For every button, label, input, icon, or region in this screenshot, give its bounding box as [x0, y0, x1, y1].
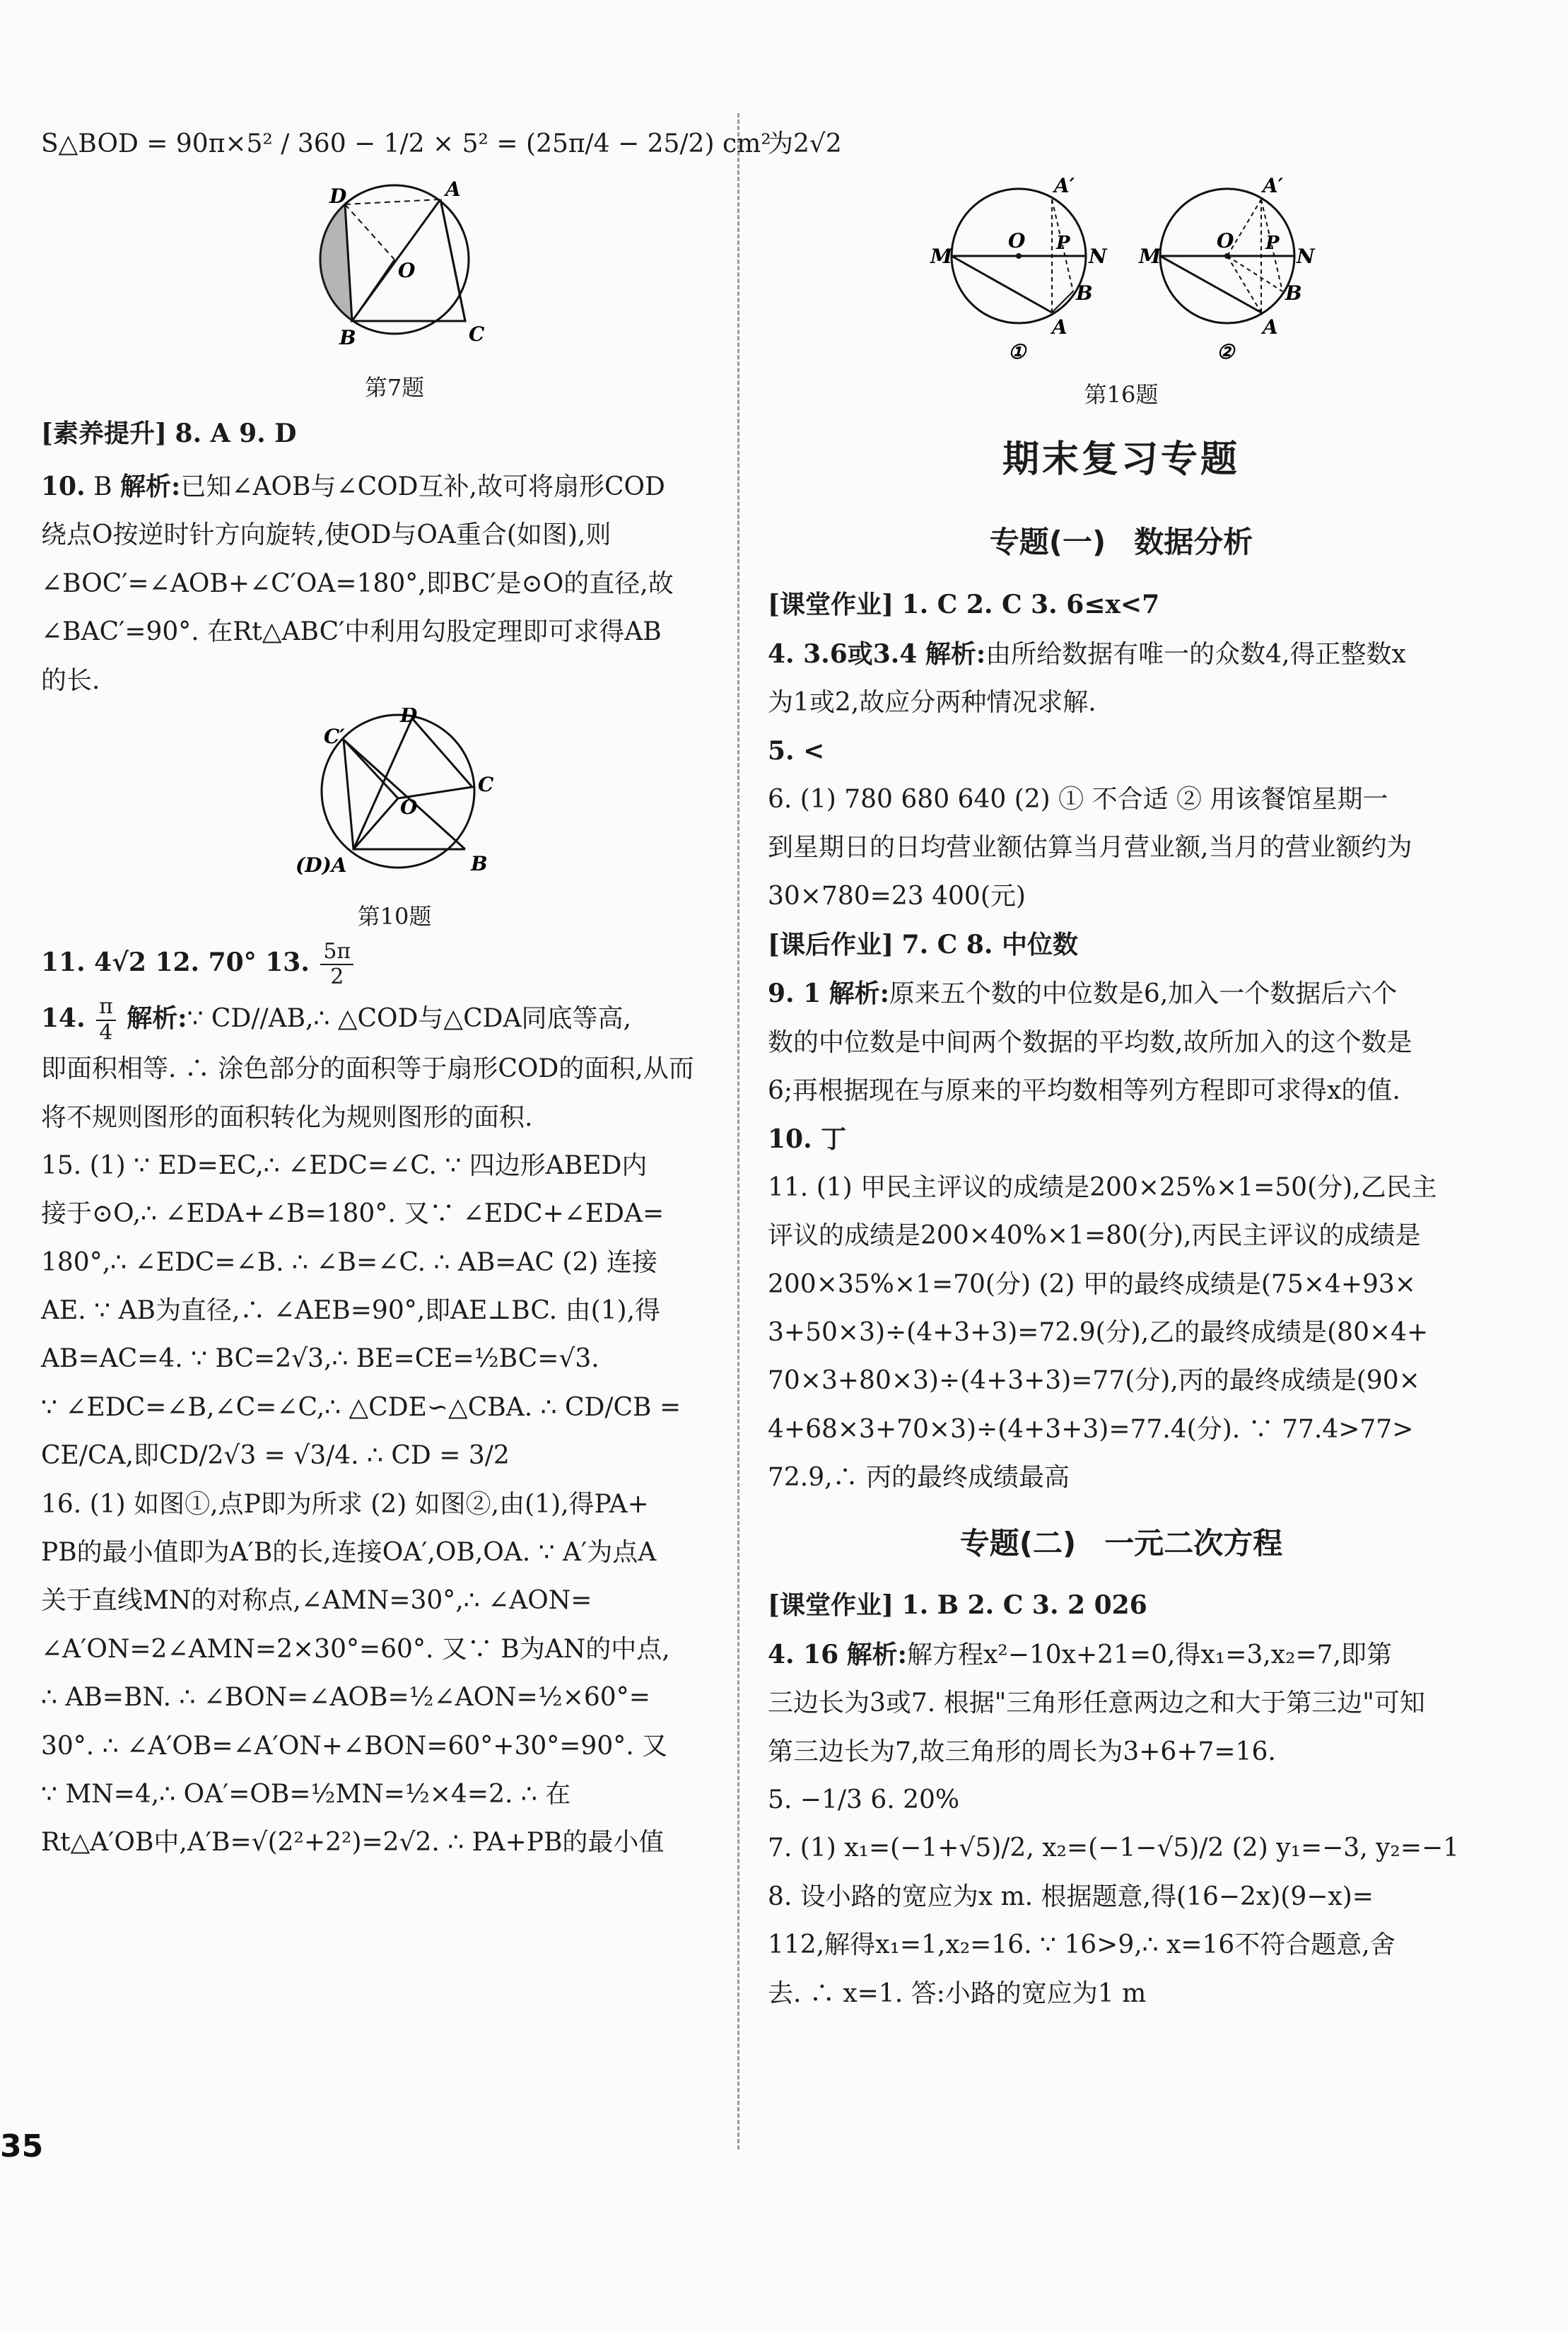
- s1-q11-line3: 200×35%×1=70(分) (2) 甲的最终成绩是(75×4+93×: [768, 1269, 1416, 1299]
- svg-text:B: B: [339, 326, 356, 350]
- figure-7-caption: 第7题: [364, 373, 425, 401]
- classwork-tag: [课堂作业]: [768, 590, 894, 620]
- circle-diagram-10: [274, 708, 515, 885]
- page-title: 期末复习专题: [1002, 438, 1240, 481]
- q14-analysis-label: 解析:: [127, 1003, 187, 1033]
- s1-q11-line5: 70×3+80×3)÷(4+3+3)=77(分),丙的最终成绩是(90×: [768, 1366, 1420, 1396]
- q15-line6: ∵ ∠EDC=∠B,∠C=∠C,∴ △CDE∽△CBA. ∴ CD/CB =: [41, 1392, 681, 1422]
- s1-q4-line1: [768, 630, 1475, 679]
- q15-line3: 180°,∴ ∠EDC=∠B. ∴ ∠B=∠C. ∴ AB=AC (2) 连接: [41, 1247, 657, 1277]
- section-2-name: 一元二次方程: [1104, 1525, 1283, 1561]
- q10-line4: ∠BAC′=90°. 在Rt△ABC′中利用勾股定理即可求得AB: [41, 617, 662, 647]
- q14-line2: 即面积相等. ∴ 涂色部分的面积等于扇形COD的面积,从而: [41, 1054, 694, 1084]
- s1-q11-line1: 11. (1) 甲民主评议的成绩是200×25%×1=50(分),乙民主: [768, 1172, 1437, 1202]
- q14-number: 14.: [41, 1003, 86, 1033]
- figure-16-label-1: ①: [1008, 340, 1026, 363]
- s2-q8-line2: 112,解得x₁=1,x₂=16. ∵ 16>9,∴ x=16不符合题意,舍: [768, 1930, 1396, 1960]
- s1-q9-analysis-label: 解析:: [829, 979, 889, 1009]
- classwork-tag-2: [课堂作业]: [768, 1590, 894, 1621]
- s1-q4-text: 由所给数据有唯一的众数4,得正整数x: [985, 639, 1406, 669]
- page-number: 35: [0, 2128, 44, 2164]
- svg-text:A: A: [445, 177, 461, 202]
- svg-text:P: P: [1265, 233, 1280, 255]
- q10-line1: [41, 462, 748, 511]
- svg-text:(D)A: (D)A: [296, 853, 347, 877]
- fraction-pi-4: [96, 995, 116, 1045]
- frac-denominator: 4: [99, 1020, 113, 1045]
- frac-numerator: 5π: [320, 940, 353, 966]
- q16-line4: ∠A′ON=2∠AMN=2×30°=60°. 又∵ B为AN的中点,: [41, 1634, 670, 1664]
- s1-q11-line2: 评议的成绩是200×40%×1=80(分),丙民主评议的成绩是: [768, 1221, 1421, 1251]
- figure-16-label-2: ②: [1217, 340, 1235, 363]
- q10-text: 已知∠AOB与∠COD互补,故可将扇形COD: [180, 472, 665, 501]
- svg-text:B: B: [1285, 281, 1302, 305]
- s1-q10: 10. 丁: [768, 1124, 847, 1155]
- homework-tag: [课后作业]: [768, 929, 894, 960]
- q10-line3: ∠BOC′=∠AOB+∠C′OA=180°,即BC′是⊙O的直径,故: [41, 569, 674, 598]
- s2-classwork: [768, 1581, 1475, 1630]
- q10-answer: B: [93, 472, 112, 501]
- s1-homework: [768, 921, 1475, 969]
- figure-10-caption: 第10题: [357, 903, 432, 931]
- q14-line3: 将不规则图形的面积转化为规则图形的面积.: [41, 1102, 533, 1132]
- s2-q4-line2: 三边长为3或7. 根据"三角形任意两边之和大于第三边"可知: [768, 1689, 1425, 1718]
- s1-q6-line1: 6. (1) 780 680 640 (2) ① 不合适 ② 用该餐馆星期一: [768, 784, 1388, 814]
- s2-q4-analysis-label: 解析:: [846, 1639, 907, 1669]
- q16-line3: 关于直线MN的对称点,∠AMN=30°,∴ ∠AON=: [41, 1586, 592, 1616]
- s1-q9-line3: 6;再根据现在与原来的平均数相等列方程即可求得x的值.: [768, 1076, 1400, 1106]
- s1-q11-line4: 3+50×3)÷(4+3+3)=72.9(分),乙的最终成绩是(80×4+: [768, 1318, 1429, 1348]
- s2-q4-number: 4. 16: [768, 1639, 839, 1669]
- s1-q9-text: 原来五个数的中位数是6,加入一个数据后六个: [889, 979, 1398, 1009]
- fraction-5pi-2: [320, 940, 353, 990]
- s1-answers-7-8: 7. C 8. 中位数: [901, 929, 1078, 960]
- section-suyang: [41, 409, 748, 458]
- q15-line4: AE. ∵ AB为直径,∴ ∠AEB=90°,即AE⊥BC. 由(1),得: [41, 1296, 661, 1326]
- q16-line1: 16. (1) 如图①,点P即为所求 (2) 如图②,由(1),得PA+: [41, 1489, 649, 1519]
- svg-text:D: D: [329, 185, 347, 209]
- frac-numerator: π: [96, 995, 116, 1021]
- s2-q4-text: 解方程x²−10x+21=0,得x₁=3,x₂=7,即第: [906, 1640, 1392, 1669]
- svg-text:M: M: [1139, 245, 1161, 269]
- s1-q9-line2: 数的中位数是中间两个数据的平均数,故所加入的这个数是: [768, 1027, 1412, 1057]
- s1-q5: 5. <: [768, 736, 825, 766]
- s1-q9-line1: [768, 969, 1475, 1018]
- q14-line1: [41, 994, 748, 1046]
- figure-10: [41, 708, 748, 933]
- s2-answers-1-3: 1. B 2. C 3. 2 026: [901, 1590, 1147, 1621]
- q10-number: 10.: [41, 471, 86, 501]
- s1-classwork: [768, 581, 1475, 629]
- svg-text:C: C: [478, 772, 494, 796]
- svg-text:O: O: [1008, 229, 1026, 253]
- q15-line2: 接于⊙O,∴ ∠EDA+∠B=180°. 又∵ ∠EDC+∠EDA=: [41, 1199, 665, 1229]
- q16-line6: 30°. ∴ ∠A′OB=∠A′ON+∠BON=60°+30°=90°. 又: [41, 1731, 668, 1761]
- figure-16-caption: 第16题: [1084, 380, 1159, 408]
- svg-text:M: M: [930, 245, 952, 269]
- svg-text:D: D: [400, 707, 418, 727]
- svg-text:N: N: [1089, 245, 1107, 269]
- answers-11-13-text: 11. 4√2 12. 70° 13.: [41, 948, 310, 978]
- s2-q4-line3: 第三边长为7,故三角形的周长为3+6+7=16.: [768, 1737, 1276, 1766]
- s2-answers-5-6: 5. −1/3 6. 20%: [768, 1785, 960, 1814]
- s1-q4-analysis-label: 解析:: [925, 639, 986, 669]
- s2-q8-line3: 去. ∴ x=1. 答:小路的宽应为1 m: [768, 1978, 1147, 2008]
- s1-q11-line7: 72.9,∴ 丙的最终成绩最高: [768, 1463, 1070, 1493]
- section-2-label: 专题(二): [959, 1525, 1077, 1561]
- section-1-name: 数据分析: [1134, 525, 1253, 560]
- s1-q4-line2: 为1或2,故应分两种情况求解.: [768, 687, 1096, 717]
- s2-q4-line1: [768, 1631, 1475, 1679]
- q16-line8: Rt△A′OB中,A′B=√(2²+2²)=2√2. ∴ PA+PB的最小值: [41, 1828, 665, 1858]
- svg-text:O: O: [398, 259, 416, 283]
- s1-answers-1-3: 1. C 2. C 3. 6≤x<7: [901, 590, 1160, 620]
- q10-analysis-label: 解析:: [120, 471, 181, 501]
- s1-q6-line3: 30×780=23 400(元): [768, 881, 1026, 911]
- q15-line1: 15. (1) ∵ ED=EC,∴ ∠EDC=∠C. ∵ 四边形ABED内: [41, 1150, 648, 1180]
- s2-q8-line1: 8. 设小路的宽应为x m. 根据题意,得(16−2x)(9−x)=: [768, 1882, 1374, 1911]
- q16-line2: PB的最小值即为A′B的长,连接OA′,OB,OA. ∵ A′为点A: [41, 1538, 657, 1568]
- svg-text:B: B: [1076, 281, 1093, 305]
- svg-text:C′: C′: [324, 724, 345, 748]
- section-1-label: 专题(一): [989, 525, 1106, 560]
- s1-q6-line2: 到星期日的日均营业额估算当月营业额,当月的营业额约为: [768, 833, 1412, 863]
- s1-q11-line6: 4+68×3+70×3)÷(4+3+3)=77.4(分). ∵ 77.4>77>: [768, 1414, 1414, 1444]
- left-column: [41, 120, 771, 1867]
- suyang-tag: [素养提升]: [41, 418, 168, 448]
- q14-text: ∵ CD//AB,∴ △COD与△CDA同底等高,: [187, 1003, 631, 1033]
- q10-line2: 绕点O按逆时针方向旋转,使OD与OA重合(如图),则: [41, 520, 612, 550]
- q15-line5: AB=AC=4. ∵ BC=2√3,∴ BE=CE=½BC=√3.: [41, 1344, 599, 1374]
- circle-diagram-7: [288, 171, 501, 355]
- svg-text:N: N: [1297, 245, 1315, 269]
- section-1-title: [768, 514, 1475, 571]
- frac-denominator: 2: [330, 964, 344, 990]
- s1-q9-number: 9. 1: [768, 979, 821, 1009]
- figure-16: [768, 171, 1475, 410]
- svg-text:A′: A′: [1054, 174, 1075, 198]
- area-formula: S△BOD = 90π×5² / 360 − 1/2 × 5² = (25π/4 − 25/2) cm²: [41, 129, 771, 158]
- answers-8-9: 8. A 9. D: [175, 418, 297, 448]
- svg-text:A: A: [1263, 315, 1278, 339]
- svg-text:O: O: [400, 795, 418, 819]
- section-2-title: [768, 1515, 1475, 1572]
- q15-line7: CE/CA,即CD/2√3 = √3/4. ∴ CD = 3/2: [41, 1441, 510, 1471]
- q10-line5: 的长.: [41, 665, 100, 695]
- right-column: [768, 120, 1475, 2018]
- s2-q7: 7. (1) x₁=(−1+√5)/2, x₂=(−1−√5)/2 (2) y₁=−3, y₂=−1: [768, 1833, 1460, 1863]
- svg-text:C: C: [469, 322, 485, 346]
- svg-text:A′: A′: [1263, 174, 1284, 198]
- circle-diagram-16: [895, 171, 1347, 362]
- figure-7: [41, 171, 748, 403]
- s1-q4-number: 4. 3.6或3.4: [768, 639, 918, 669]
- q16-continued: 为2√2: [768, 129, 842, 158]
- q16-line7: ∵ MN=4,∴ OA′=OB=½MN=½×4=2. ∴ 在: [41, 1779, 571, 1809]
- svg-text:A: A: [1052, 315, 1067, 339]
- q16-line5: ∴ AB=BN. ∴ ∠BON=∠AOB=½∠AON=½×60°=: [41, 1683, 650, 1713]
- svg-text:O: O: [1217, 229, 1234, 253]
- svg-text:P: P: [1056, 233, 1070, 255]
- answers-11-13: [41, 938, 748, 990]
- svg-text:B: B: [471, 851, 488, 875]
